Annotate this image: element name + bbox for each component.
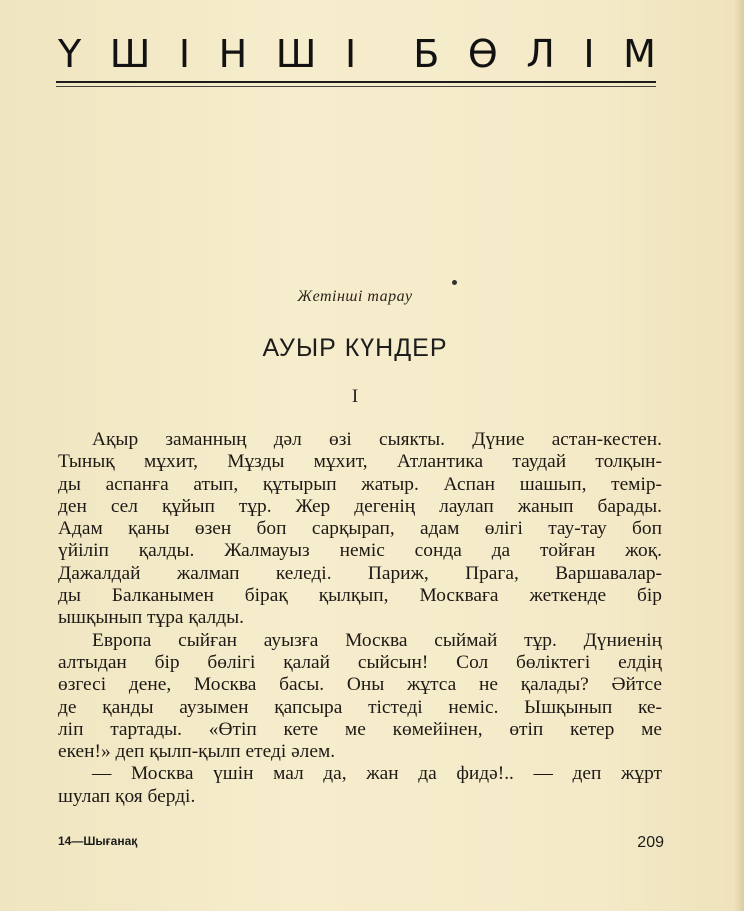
- part-title-letter: Л: [526, 32, 555, 76]
- part-title-letter: Н: [218, 32, 248, 76]
- text-line: Ақыр заманның дәл өзі сыякты. Дүние астан-кестен.: [92, 429, 662, 450]
- page-number: 209: [637, 834, 664, 851]
- text-line: Европа сыйған ауызға Москва сыймай тұр. Дүниенің: [92, 629, 662, 651]
- part-title-letter: М: [623, 32, 656, 76]
- text-line: өзгесі дене, Москва басы. Оны жұтса не қалады? Әйтсе: [58, 674, 662, 696]
- part-title-letter: І: [344, 32, 357, 76]
- text-line: Адам қаны өзен боп сарқырап, адам өлігі тау-тау боп: [58, 518, 662, 540]
- text-line: ден сел құйып тұр. Жер дегенің лаулап жанып барады.: [58, 495, 662, 517]
- part-title-letter: Б: [413, 32, 440, 76]
- title-rule-thin: [56, 86, 656, 87]
- ink-dot: [452, 280, 457, 285]
- text-line: шулап қоя берді.: [58, 785, 196, 807]
- part-title-letter: Ш: [275, 32, 317, 76]
- text-line: үйіліп қалды. Жалмауыз неміс сонда да тойған жоқ.: [58, 540, 662, 562]
- body-text: [58, 429, 662, 808]
- text-line: ышқынып тұра қалды.: [58, 607, 244, 629]
- section-number: I: [351, 386, 359, 407]
- part-title-letter: І: [583, 32, 595, 76]
- printer-signature: 14—Шығанақ: [58, 834, 138, 848]
- text-line: ды аспанға атып, құтырып жатыр. Аспан шашып, темір-: [58, 473, 662, 495]
- page-edge-shadow: [734, 0, 744, 911]
- text-line: Тынық мұхит, Мұзды мұхит, Атлантика таудай толқын-: [58, 451, 662, 473]
- part-title-letter: Ө: [467, 32, 498, 76]
- text-line: — Москва үшін мал да, жан да фидә!.. — деп жұрт: [92, 763, 662, 785]
- part-title-letter: І: [178, 32, 191, 76]
- text-line: ды Балканымен бірақ қылқып, Москваға жеткенде бір: [58, 585, 662, 607]
- text-line: алтыдан бір бөлігі қалай сыйсын! Сол бөліктегі елдің: [58, 651, 662, 673]
- chapter-label: Жетінші тарау: [297, 288, 413, 305]
- text-line: Дажалдай жалмап келеді. Париж, Прага, Варшавалар-: [58, 562, 662, 584]
- part-title-letter: Ш: [109, 32, 151, 76]
- page-footer: [58, 834, 664, 852]
- part-title-letter: Ү: [58, 32, 82, 76]
- chapter-title: АУЫР КҮНДЕР: [262, 334, 448, 362]
- text-line: ліп тартады. «Өтіп кете ме көмейінен, өтіп кетер ме: [58, 718, 662, 740]
- title-rule: [56, 81, 656, 83]
- text-line: де қанды аузымен қапсыра тістеді неміс. Ышқынып ке-: [58, 696, 662, 718]
- part-title: [58, 32, 656, 76]
- text-line: екен!» деп қылп-қылп етеді әлем.: [58, 741, 336, 763]
